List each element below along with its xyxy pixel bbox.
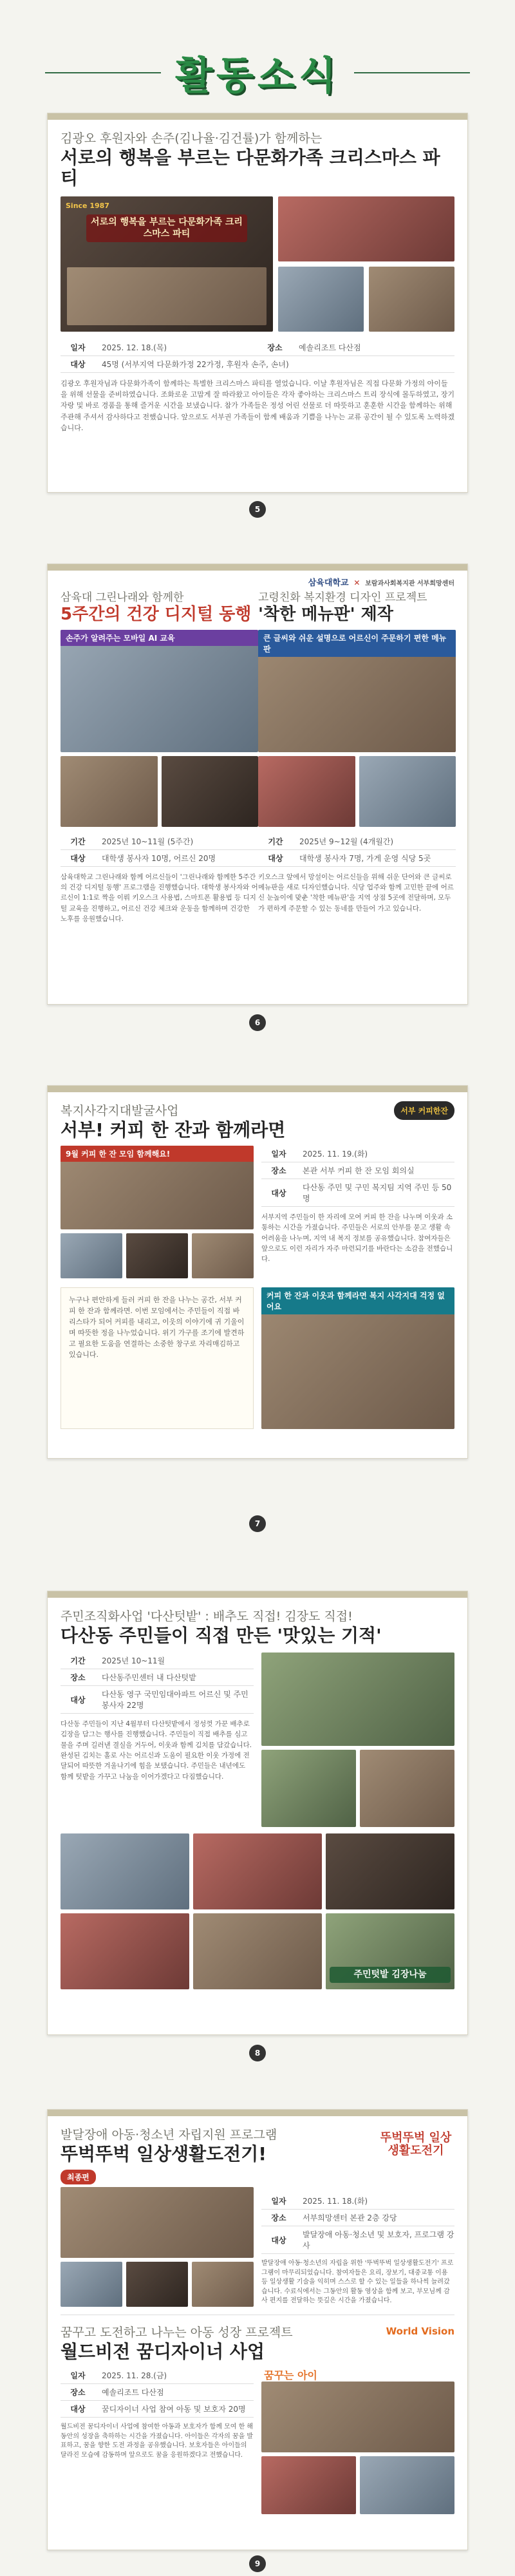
digital-photo-main <box>61 630 258 752</box>
info-label: 장소 <box>70 2388 86 2398</box>
info-row-target <box>61 850 258 867</box>
kimchi-photo-1 <box>61 1833 189 1909</box>
info-table <box>61 339 454 373</box>
digital-photo-3 <box>162 756 259 827</box>
info-value: 서부희망센터 본관 2층 강당 <box>303 2213 397 2223</box>
info-label: 일자 <box>70 343 86 353</box>
coffee-photo-2 <box>61 1233 122 1278</box>
info-label: 장소 <box>271 1166 286 1176</box>
info-row-period <box>61 833 258 850</box>
page-number: 5 <box>249 501 266 518</box>
wv-photo-2 <box>261 2456 356 2514</box>
card-kimchi-garden <box>47 1591 468 2035</box>
info-table <box>61 833 258 867</box>
section-kicker: 고령친화 복지환경 디자인 프로젝트 <box>258 591 427 604</box>
info-value: 다산동주민센터 내 다산텃밭 <box>102 1673 196 1683</box>
info-row-place <box>261 1162 454 1179</box>
section-body: 월드비전 꿈디자이너 사업에 참여한 아동과 보호자가 함께 모여 한 해 동안의 성장을 축하하는 시간을 가졌습니다. 아이들은 각자의 꿈을 발표하고, 꿈을 향한 도전 과정을 공유했습니다. 보호자들은 아이들의 달라진 모습에 감동하며 앞으로도 꿈을 응원하겠다고 전했습니다. <box>61 2423 254 2459</box>
card-top-bar <box>48 1086 467 1092</box>
photo-banner: 9월 커피 한 잔 모임 함께해요! <box>61 1146 254 1162</box>
card-top-bar <box>48 113 467 120</box>
ttubuk-section <box>61 2125 454 2307</box>
info-label: 대상 <box>70 2405 86 2414</box>
info-row-period <box>258 833 456 850</box>
info-value: 2025년 10~11월 <box>102 1656 165 1666</box>
card-top-bar <box>48 564 467 571</box>
card-top-bar <box>48 1591 467 1598</box>
info-row-target <box>61 1686 254 1714</box>
christmas-photo-2 <box>278 196 454 261</box>
photo-banner: 손주가 알려주는 모바일 AI 교육 <box>61 630 258 646</box>
info-row-target <box>261 1179 454 1207</box>
info-value: 대학생 봉사자 7명, 가게 운영 식당 5곳 <box>299 853 431 863</box>
info-value: 45명 (서부지역 다문화가정 22가정, 후원자 손주, 손녀) <box>102 360 289 370</box>
card-christmas-party <box>47 113 468 493</box>
page-number: 8 <box>249 2045 266 2061</box>
info-value: 대학생 봉사자 10명, 어르신 20명 <box>102 853 216 863</box>
info-value: 2025. 12. 18.(목) <box>102 343 167 353</box>
menu-photo-2 <box>258 756 355 827</box>
info-row-date <box>61 339 258 356</box>
page-title: 활동소식 <box>175 53 340 99</box>
section-body: 키오스크 앞에서 망설이는 어르신들을 위해 쉬운 단어와 큰 글씨로 메뉴판을 새로 디자인했습니다. 식당 업주와 함께 고민한 끝에 어르신 눈높이에 맞춘 '착한 메뉴판'을 지역 상점 5곳에 전달하며, 모두가 편하게 주문할 수 있는 동네를 만들어 가고 있습니다. <box>258 873 454 913</box>
ttubuk-photo-4 <box>192 2262 254 2307</box>
coffee-logo: 서부 커피한잔 <box>394 1101 454 1120</box>
christmas-photo-inset <box>67 267 267 325</box>
card-kicker: 주민조직화사업 '다산텃밭' : 배추도 직접! 김장도 직접! <box>61 1609 353 1624</box>
christmas-photo-main <box>61 196 273 332</box>
card-body-text: 다산동 주민들이 지난 4월부터 다산텃밭에서 정성껏 가꾼 배추로 김장을 담그는 행사를 진행했습니다. 주민들이 직접 배추를 심고 물을 주며 길러낸 결실을 거두어, 이웃과 함께 김치를 담갔습니다. 완성된 김치는 홀로 사는 어르신과 도움이 필요한 이웃 가정에 전달되어 따뜻한 겨울나기에 힘을 보탰습니다. 주민들은 내년에도 함께 텃밭을 가꾸고 나눔을 이어가겠다고 다짐했습니다. <box>61 1720 252 1781</box>
section-kicker: 발달장애 아동·청소년 자립지원 프로그램 <box>61 2128 277 2142</box>
section-body: 삼육대학교 그린나래와 함께 어르신들이 '그린나래와 함께한 5주간의 건강 디지털 동행' 프로그램을 진행했습니다. 대학생 봉사자와 어르신이 1:1로 짝을 이뤄 키오스크 사용법, 스마트폰 활용법 등 디지털 교육을 진행하고, 어르신 건강 체크와 운동을 함께하며 건강한 노후를 응원했습니다. <box>61 873 258 923</box>
section-title: 뚜벅뚜벅 일상생활도전기! <box>61 2143 267 2164</box>
card-body-text: 김광오 후원자님과 다문화가족이 함께하는 특별한 크리스마스 파티를 열었습니다. 이날 후원자님은 직접 다문화 가정의 아이들을 위해 선물을 준비하였습니다. 조화로운 고맙게 잘 따라왔고 아이들은 각자 좋아하는 크리스마스 트리 장식에 몰두하였고, 장기자랑 및 바로 경품을 통해 즐거운 시간을 보냈습니다. 참가 가족들은 정성 어린 선물로 더 따뜻하고 훈훈한 시간을 함께하는 위해 주관해 주셔서 감사하다고 전했습니다. 앞으로도 서부권 가족들이 함께 배움과 기쁨을 나누는 교류 공간이 될 수 있도록 노력하겠습니다. <box>61 379 454 432</box>
garden-photo-1 <box>261 1653 454 1746</box>
card-title: 서로의 행복을 부르는 다문화가족 크리스마스 파티 <box>61 147 440 189</box>
card-kicker: 복지사각지대발굴사업 <box>61 1104 179 1118</box>
garden-photo-3 <box>360 1750 454 1827</box>
info-value: 2025. 11. 28.(금) <box>102 2371 167 2381</box>
samyook-logo: 삼육대학교 <box>308 578 349 588</box>
info-row-target <box>261 2226 454 2254</box>
info-row-date <box>261 1146 454 1162</box>
coffee-caption: 누구나 편안하게 들러 커피 한 잔을 나누는 공간, 서부 커피 한 잔과 함께라면. 이번 모임에서는 주민들이 직접 바리스타가 되어 커피를 내리고, 이웃의 이야기에 귀 기울이며 따뜻한 정을 나누었습니다. 위기 가구를 조기에 발견하고 필요한 도움을 연결하는 소중한 창구로 자리매김하고 있습니다. <box>61 1287 254 1429</box>
info-value: 예솔리조트 다산점 <box>102 2388 164 2398</box>
info-row-date <box>61 2367 254 2384</box>
photo-banner: 큰 글씨와 쉬운 설명으로 어르신이 주문하기 편한 메뉴판 <box>258 630 456 657</box>
center-logo: 보람과사회복지관 서부희망센터 <box>365 580 454 587</box>
info-label: 장소 <box>267 343 283 353</box>
ttubuk-photo-main <box>61 2187 254 2258</box>
info-row-target <box>61 356 454 373</box>
menu-photo-main <box>258 630 456 752</box>
partner-logos <box>61 576 454 588</box>
info-row-target <box>258 850 456 867</box>
section-title: '착한 메뉴판' 제작 <box>258 605 393 624</box>
info-label: 일자 <box>271 1150 286 1159</box>
page-header <box>0 0 515 109</box>
kimchi-photo-4 <box>61 1913 189 1989</box>
worldvision-section <box>61 2323 454 2514</box>
page-number: 6 <box>249 1014 266 1031</box>
info-value: 2025년 10~11월 (5주간) <box>102 837 194 846</box>
coffee-photo-4 <box>192 1233 254 1278</box>
kimchi-photo-2 <box>193 1833 322 1909</box>
card-kicker: 김광오 후원자와 손주(김나율·김건률)가 함께하는 <box>61 131 323 146</box>
info-table <box>258 833 456 867</box>
kimchi-photo-3 <box>326 1833 454 1909</box>
info-value: 다산동 주민 및 구민 복지팀 지역 주민 등 50명 <box>303 1183 452 1204</box>
ttubuk-logo: 뚜벅뚜벅 일상생활도전기 <box>380 2131 452 2157</box>
info-value: 2025년 9~12월 (4개월간) <box>299 837 394 846</box>
section-title: 월드비전 꿈디자이너 사업 <box>61 2341 265 2363</box>
digital-section <box>61 588 258 924</box>
info-value: 본관 서부 커피 한 잔 모임 회의실 <box>303 1166 415 1176</box>
info-row-date <box>261 2193 454 2210</box>
info-row-place <box>258 339 454 356</box>
section-kicker: 삼육대 그린나래와 함께한 <box>61 591 184 604</box>
section-body: 발달장애 아동·청소년의 자립을 위한 '뚜벅뚜벅 일상생활도전기' 프로그램이 마무리되었습니다. 참여자들은 요리, 장보기, 대중교통 이용 등 일상생활 기술을 익히며 스스로 할 수 있는 일들을 하나씩 늘려갔습니다. 수료식에서는 그동안의 활동 영상을 함께 보고, 부모님께 감사 편지를 전달하는 뜻깊은 시간을 가졌습니다. <box>261 2260 454 2305</box>
ttubuk-photo-3 <box>126 2262 188 2307</box>
ttubuk-photo-2 <box>61 2262 122 2307</box>
info-value: 꿈디자이너 사업 참여 아동 및 보호자 20명 <box>102 2405 246 2414</box>
kimchi-sign: 주민텃밭 김장나눔 <box>330 1967 451 1984</box>
menu-section <box>258 588 456 914</box>
info-label: 대상 <box>271 1188 286 1198</box>
card-youth-programs <box>47 2109 468 2550</box>
coffee-photo-main <box>61 1146 254 1229</box>
info-label: 일자 <box>70 2371 86 2381</box>
info-label: 기간 <box>70 837 86 846</box>
card-top-bar <box>48 2110 467 2116</box>
info-table <box>61 1653 254 1714</box>
kimchi-photo-5 <box>193 1913 322 1989</box>
wv-photo-main <box>261 2382 454 2452</box>
info-label: 기간 <box>268 837 283 846</box>
photo-small-caption: Since 1987 <box>66 202 109 211</box>
wv-photo-3 <box>360 2456 454 2514</box>
card-coffee-gathering <box>47 1085 468 1459</box>
info-table <box>261 1146 454 1207</box>
section-kicker: 꿈꾸고 도전하고 나누는 아동 성장 프로젝트 <box>61 2325 293 2340</box>
info-value: 발달장애 아동·청소년 및 보호자, 프로그램 강사 <box>303 2230 454 2251</box>
info-row-place <box>261 2210 454 2226</box>
card-title: 다산동 주민들이 직접 만든 '맛있는 기적' <box>61 1625 382 1646</box>
coffee-photo-bottom <box>261 1287 454 1429</box>
info-label: 장소 <box>70 1673 86 1683</box>
kimchi-photo-6 <box>326 1913 454 1989</box>
christmas-photo-3 <box>278 267 364 332</box>
garden-photo-2 <box>261 1750 356 1827</box>
info-label: 일자 <box>271 2197 286 2206</box>
info-label: 대상 <box>70 1695 86 1705</box>
info-label: 대상 <box>271 2235 286 2245</box>
page-number: 9 <box>249 2555 266 2572</box>
info-value: 다산동 영구 국민임대아파트 어르신 및 주민 봉사자 22명 <box>102 1690 248 1710</box>
coffee-photo-3 <box>126 1233 188 1278</box>
info-label: 대상 <box>70 853 86 863</box>
digital-photo-2 <box>61 756 158 827</box>
info-table <box>261 2193 454 2254</box>
info-value: 예솔리조트 다산점 <box>299 343 361 353</box>
page-number: 7 <box>249 1515 266 1532</box>
card-body-right: 서부지역 주민들이 한 자리에 모여 커피 한 잔을 나누며 이웃과 소통하는 시간을 가졌습니다. 주민들은 서로의 안부를 묻고 생활 속 어려움을 나누며, 지역 내 복지 정보를 공유했습니다. 참여자들은 앞으로도 이런 자리가 자주 마련되기를 바란다는 소감을 전했습니다. <box>261 1213 453 1264</box>
info-label: 장소 <box>271 2213 286 2223</box>
info-label: 기간 <box>70 1656 86 1666</box>
worldvision-logo: World Vision <box>386 2325 454 2338</box>
section-title: 5주간의 건강 디지털 동행 <box>61 605 252 624</box>
card-title: 서부! 커피 한 잔과 함께라면 <box>61 1119 286 1141</box>
collab-x-icon: ✕ <box>353 578 360 587</box>
info-table <box>61 2367 254 2418</box>
info-label: 대상 <box>268 853 283 863</box>
info-row-target <box>61 2401 254 2418</box>
info-value: 2025. 11. 19.(화) <box>303 1150 368 1159</box>
menu-photo-3 <box>359 756 456 827</box>
info-value: 2025. 11. 18.(화) <box>303 2197 368 2206</box>
info-row-period <box>61 1653 254 1669</box>
christmas-photo-4 <box>369 267 454 332</box>
photo-banner: 커피 한 잔과 이웃과 함께라면 복지 사각지대 걱정 없어요 <box>261 1287 454 1314</box>
info-row-place <box>61 1669 254 1686</box>
card-samyook-projects <box>47 564 468 1005</box>
dream-kid-logo: 꿈꾸는 아이 <box>264 2369 317 2382</box>
info-row-place <box>61 2384 254 2401</box>
header-divider-right <box>354 72 470 73</box>
christmas-photo-label: 서로의 행복을 부르는 다문화가족 크리스마스 파티 <box>86 214 247 242</box>
final-episode-tag: 최종편 <box>61 2170 96 2184</box>
info-label: 대상 <box>70 360 86 370</box>
